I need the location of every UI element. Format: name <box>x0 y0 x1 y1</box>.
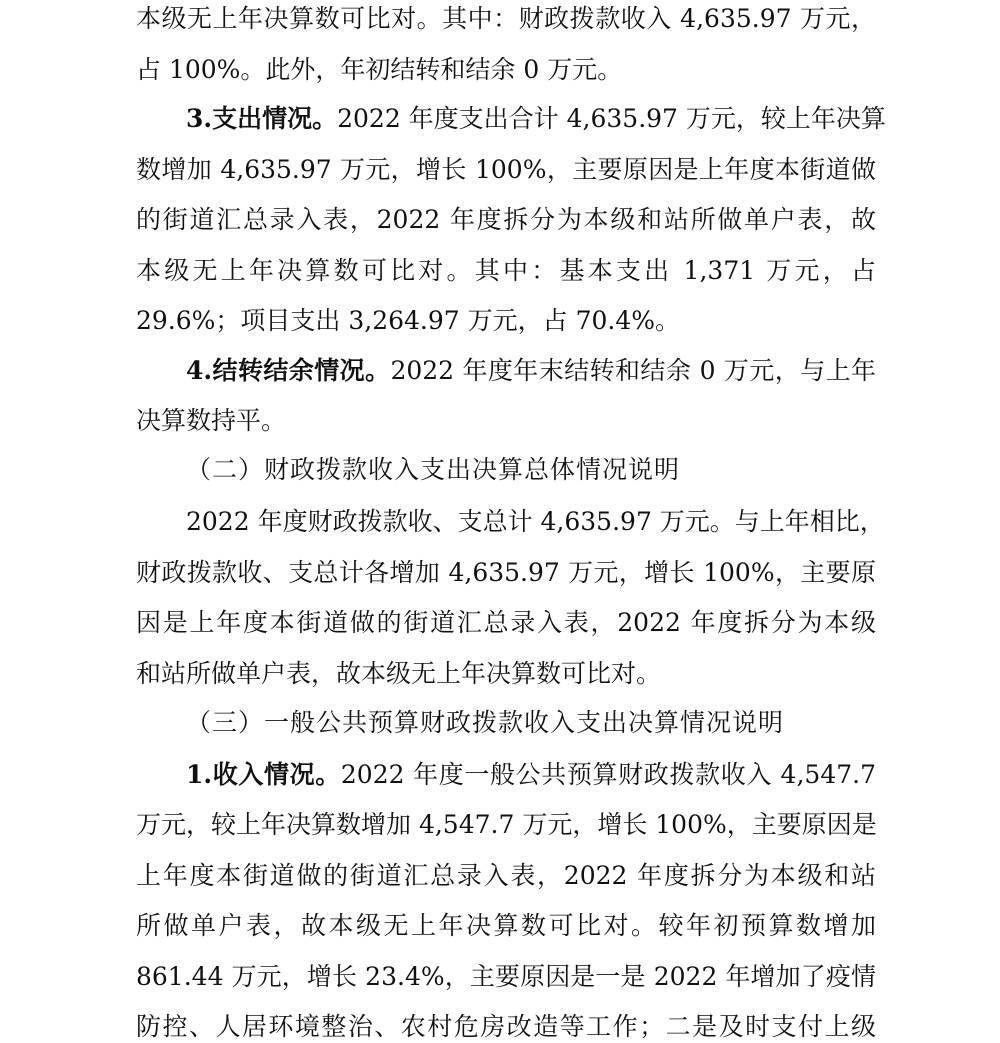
text-span: 2022 年度支出合计 4,635.97 万元，较上年决算 <box>337 104 886 133</box>
text-line: 数增加 4,635.97 万元，增长 100%，主要原因是上年度本街道做 <box>136 155 876 184</box>
section-lead-income: 1.收入情况。 <box>186 760 341 789</box>
text-line: 的街道汇总录入表，2022 年度拆分为本级和站所做单户表，故 <box>136 205 876 234</box>
text-line: 本级无上年决算数可比对。其中：财政拨款收入 4,635.97 万元， <box>136 4 876 33</box>
text-span: 2022 年度年末结转和结余 0 万元，与上年 <box>390 356 876 385</box>
text-line: 财政拨款收、支总计各增加 4,635.97 万元，增长 100%，主要原 <box>136 558 876 587</box>
section-heading-2: （二）财政拨款收入支出决算总体情况说明 <box>186 455 681 484</box>
section-lead-carryover: 4.结转结余情况。 <box>186 356 391 385</box>
text-line <box>186 760 876 790</box>
text-line: 2022 年度财政拨款收、支总计 4,635.97 万元。与上年相比， <box>186 507 885 536</box>
text-line: 所做单户表，故本级无上年决算数可比对。较年初预算数增加 <box>136 911 876 940</box>
text-line: 决算数持平。 <box>136 406 287 435</box>
text-line: 因是上年度本街道做的街道汇总录入表，2022 年度拆分为本级 <box>136 608 876 637</box>
text-line: 占 100%。此外，年初结转和结余 0 万元。 <box>136 55 623 84</box>
text-line: 29.6%；项目支出 3,264.97 万元，占 70.4%。 <box>136 306 681 335</box>
text-span: 2022 年度一般公共预算财政拨款收入 4,547.7 <box>340 760 876 789</box>
text-line <box>186 104 886 134</box>
section-lead-expenditure: 3.支出情况。 <box>186 104 338 133</box>
text-line: 防控、人居环境整治、农村危房改造等工作；二是及时支付上级 <box>136 1012 876 1041</box>
text-line <box>186 356 876 386</box>
text-line: 上年度本街道做的街道汇总录入表，2022 年度拆分为本级和站 <box>136 861 876 890</box>
section-heading-3: （三）一般公共预算财政拨款收入支出决算情况说明 <box>186 708 785 737</box>
text-line: 本级无上年决算数可比对。其中：基本支出 1,371 万元，占 <box>136 256 876 285</box>
text-line: 和站所做单户表，故本级无上年决算数可比对。 <box>136 659 662 688</box>
text-line: 861.44 万元，增长 23.4%，主要原因是一是 2022 年增加了疫情 <box>136 962 876 991</box>
text-line: 万元，较上年决算数增加 4,547.7 万元，增长 100%，主要原因是 <box>136 810 877 839</box>
